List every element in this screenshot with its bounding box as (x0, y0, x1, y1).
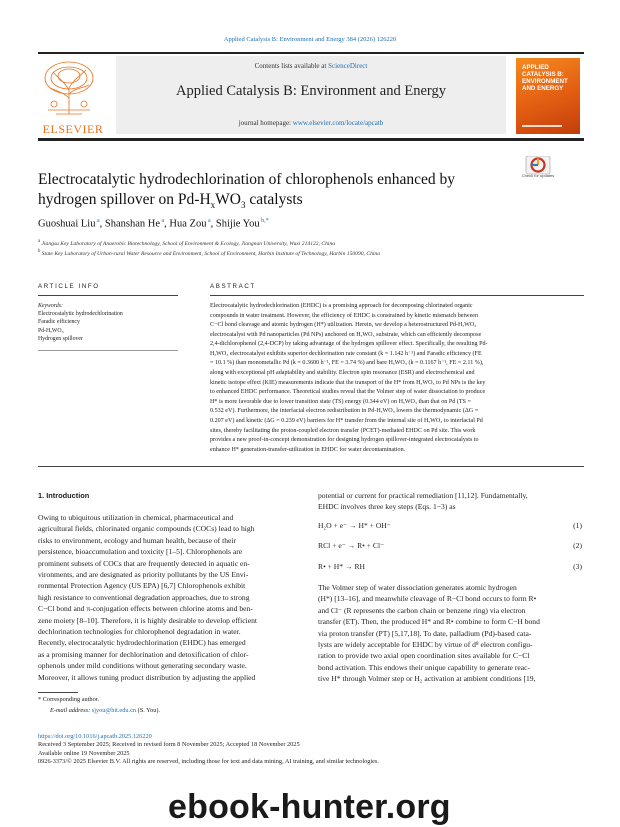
journal-title: Applied Catalysis B: Environment and Energy (176, 83, 446, 99)
body-line: via proton transfer (PT) [5,17,18]. To date, palladium (Pd)-based cata- (318, 628, 532, 638)
body-line: EHDC involves three key steps (Eqs. 1−3) as (318, 502, 456, 512)
body-line: C−Cl bond and π-conjugation effects between chlorine atoms and ben- (38, 604, 253, 614)
body-line: bond activation. This endows their unique capability to generate reac- (318, 662, 530, 672)
received-dates: Received 3 September 2025; Received in revised form 8 November 2025; Accepted 18 November 2025 (38, 741, 300, 749)
body-line: persistence, bioaccumulation and toxicity [1–5]. Chlorophenols are (38, 547, 243, 557)
title-sub-x: x (210, 199, 216, 210)
body-line: and Cl⁻ (R represents the carbon chain or benzene ring) via electron (318, 605, 526, 615)
check-for-updates-icon[interactable] (522, 156, 554, 186)
keyword-item: Pd-HₓWO₃ (38, 327, 64, 334)
email-link[interactable]: sjyou@hit.edu.cn (91, 706, 137, 714)
body-line: agricultural fields, chlorinated organic compounds (COCs) lead to high (38, 524, 255, 534)
abstract-line: to enhanced EHDC performance. Theoretical studies reveal that the Volmer step of water dissociation to produce (210, 389, 486, 396)
equation-2 (318, 541, 582, 550)
cover-decoration (522, 125, 562, 127)
journal-reference-link[interactable]: Applied Catalysis B: Environment and Energy 384 (2026) 126220 (223, 36, 397, 43)
article-title (38, 170, 498, 215)
author-name[interactable]: Hua Zou (169, 218, 207, 230)
body-line: lysts are widely acceptable for EHDC by virtue of d⁸ electron configu- (318, 640, 533, 650)
affiliation-b (38, 248, 584, 258)
equation-expr: RCl + e⁻ → R• + Cl⁻ (318, 541, 385, 550)
equation-1 (318, 521, 582, 530)
article-info-rule (38, 295, 178, 296)
body-line: ronmental Protection Agency (US EPA) [6,7] Chlorophenols exhibit (38, 581, 246, 591)
abstract-line: HₓWO₃ electrocatalyst exhibits superior dechlorination rate constant (k = 1.142 h⁻¹) and Faradic efficiency (FE (210, 350, 482, 357)
footnote (38, 695, 308, 716)
intro-left-column (38, 512, 308, 683)
keywords-box (38, 302, 178, 343)
elsevier-tree-icon (38, 58, 100, 116)
author-name[interactable]: Guoshuai Liu (38, 218, 96, 230)
abstract-line: electrocatalyst with Pd nanoparticles (Pd NPs) anchored on HₓWO₃ substrate, which can efficiently decompose (210, 331, 482, 338)
homepage-prefix: journal homepage: (238, 119, 292, 127)
footnote-rule (38, 692, 78, 693)
abstract-line: enhance H* generation-transfer-utilization in EHDC for water decontamination. (210, 446, 406, 453)
cover-title: APPLIED CATALYSIS B: ENVIRONMENT AND ENERGY (522, 64, 568, 92)
abstract-line: H* is more favorable due to lower transition state (TS) energy (0.344 eV) on HₓWO₃ than that on Pd (TS = (210, 398, 471, 405)
body-line: Owing to ubiquitous utilization in chemical, pharmaceutical and (38, 513, 234, 522)
intro-right-column-bottom (318, 582, 584, 685)
journal-homepage-link[interactable]: www.elsevier.com/locate/apcatb (292, 119, 384, 127)
author-affil-sup[interactable]: b,* (261, 218, 269, 224)
body-line: tive H* through Volmer step or H₂ activation at ambient conditions [19, (318, 674, 536, 684)
equation-number: (2) (573, 541, 582, 550)
article-title-line2-post: catalysts (245, 190, 303, 208)
body-line: ophenols under mild conditions without generating secondary waste. (38, 661, 247, 671)
header-top-rule (38, 52, 584, 54)
journal-cover-thumbnail[interactable] (516, 58, 580, 134)
equation-expr: R• + H* → RH (318, 562, 366, 571)
author-list: Guoshuai Liu $^a$, Shanshan He $^a$, Hua Zou $^a$, Shijie You $^{b,*}$ (38, 218, 269, 230)
body-line: risks to environment, ecology and human health, because of their (38, 535, 237, 545)
watermark: ebook-hunter.org (168, 788, 451, 826)
abstract-line: compounds in water treatment. However, the efficiency of EHDC is constrained by kinetic mismatch between (210, 312, 479, 319)
article-title-line2-pre: hydrogen spillover on Pd-H (38, 190, 211, 208)
body-line: ration to provide two axial open coordination sites available for C−Cl (318, 651, 530, 661)
author-affil-sup[interactable]: a (96, 218, 100, 224)
body-line: high resistance to conventional degradation approaches, due to strong (38, 592, 250, 602)
email-line (38, 706, 308, 717)
abstract-line: sites, thereby facilitating the proton-coupled electron transfer (PCET)-mediated EHDC on Pd site. This work (210, 427, 476, 434)
title-sub-3: 3 (240, 199, 246, 210)
abstract-body (210, 302, 584, 455)
body-line: The Volmer step of water dissociation generates atomic hydrogen (318, 583, 517, 592)
abstract-line: 0.532 eV). Furthermore, the interfacial electron redistribution in Pd-HₓWO₃ lowers the thermodynamic (ΔG = (210, 408, 479, 415)
corresponding-author-note: * Corresponding author. (38, 696, 100, 703)
intro-right-column-top (318, 490, 584, 513)
check-for-updates-label[interactable]: Check for updates (521, 173, 555, 178)
abstract-line: provides a new proof-in-concept demonstration for designing hydrogen spillover-integrated electrocatalysts to (210, 437, 479, 444)
affiliation-sup: a (38, 239, 41, 244)
author-name[interactable]: Shijie You (215, 218, 260, 230)
author-affil-sup[interactable]: a (161, 218, 165, 224)
keyword-item: Hydrogen spillover (38, 335, 83, 342)
affiliation-a (38, 238, 584, 248)
keyword-item: Electrocatalytic hydrodechlorination (38, 311, 123, 318)
affiliation-text: Jiangsu Key Laboratory of Anaerobic Biotechnology, School of Environment & Ecology, Jiangnan University, Wuxi 214122, China (41, 240, 336, 247)
body-line: dechlorination technologies for chlorophenol degradation in water. (38, 627, 241, 637)
abstract-heading: ABSTRACT (210, 283, 256, 290)
body-line: potential or current for practical remediation [11,12]. Fundamentally, (318, 491, 528, 500)
contents-line (116, 62, 506, 70)
equation-number: (3) (573, 562, 582, 571)
affiliation-sup: b (38, 249, 41, 255)
journal-masthead (116, 56, 506, 134)
equation-number: (1) (573, 521, 582, 530)
body-line: prominent subsets of COCs that are frequently detected in aquatic en- (38, 558, 250, 568)
affiliations (38, 238, 584, 259)
equation-expr: H₂O + e⁻ → H* + OH⁻ (318, 521, 391, 530)
body-line: Moreover, it allows tuning product distribution by adjusting the applied (38, 672, 256, 682)
keywords-label: Keywords: (38, 303, 63, 309)
article-title-line2-mid: WO (215, 190, 241, 208)
keywords-rule (38, 350, 178, 351)
affiliation-text: State Key Laboratory of Urban-rural Water Resource and Environment, School of Environment, Harbin Institute of Technology, Harbin 150090, China (41, 251, 381, 258)
article-info-heading: ARTICLE INFO (38, 283, 100, 290)
body-line: zene moiety [8–10]. Therefore, it is highly desirable to develop efficient (38, 615, 258, 625)
publication-info (38, 733, 584, 767)
abstract-line: kinetic isotope effect (KIE) measurements indicate that the transport of the H* from HₓWO₃ to Pd NPs is the key (210, 379, 486, 386)
email-suffix: (S. You). (137, 706, 161, 714)
keyword-item: Faradic efficiency (38, 319, 80, 326)
email-label: E-mail address: (50, 706, 91, 714)
doi-link[interactable]: https://doi.org/10.1016/j.apcatb.2025.126220 (38, 733, 152, 740)
abstract-line: Electrocatalytic hydrodechlorination (EHDC) is a promising approach for decomposing chlorinated organic (210, 303, 473, 309)
author-affil-sup[interactable]: a (207, 218, 211, 224)
abstract-line: C−Cl bond cleavage and atomic hydrogen (H*) utilization. Herein, we develop a heterostructured Pd-HₓWO₃ (210, 322, 477, 329)
elsevier-wordmark: ELSEVIER (42, 122, 104, 136)
contents-prefix: Contents lists available at (254, 62, 327, 70)
sciencedirect-link[interactable]: ScienceDirect (328, 62, 368, 70)
body-line: (H*) [13–16], and meanwhile cleavage of R−Cl bond occurs to form R• (318, 594, 537, 604)
abstract-rule (210, 295, 584, 296)
body-line: as a promising manner for dechlorination and detoxification of chlor- (38, 649, 249, 659)
elsevier-logo[interactable] (38, 58, 108, 134)
abstract-line: along with exceptional pH adaptability and stability. Electron spin resonance (ESR) and electrochemical and (210, 370, 475, 377)
homepage-line (116, 119, 506, 127)
equation-3 (318, 562, 582, 571)
article-title-line1: Electrocatalytic hydrodechlorination of chlorophenols enhanced by (38, 171, 456, 188)
available-online: Available online 19 November 2025 (38, 749, 130, 757)
body-line: transfer (ET). Then, the produced H* and R• combine to form C−H bond (318, 617, 540, 627)
author-name[interactable]: Shanshan He (104, 218, 160, 230)
header-bottom-rule (38, 138, 584, 141)
body-line: vironments, and are designated as priority pollutants by the US Envi- (38, 570, 249, 580)
copyright-notice: 0926-3373/© 2025 Elsevier B.V. All rights are reserved, including those for text and data mining, AI training, and similar technologies. (38, 758, 379, 766)
introduction-heading: 1. Introduction (38, 491, 90, 500)
abstract-line: 2,4-dichlorophenol (2,4-DCP) by taking advantage of the hydrogen spillover effect. Specifically, the resulting Pd- (210, 341, 488, 348)
abstract-bottom-rule (38, 466, 584, 467)
body-line: Recently, electrocatalytic hydrodechlorination (EHDC) has emerged (38, 638, 246, 648)
abstract-line: = 10.1 %) than monometallic Pd (k = 0.3600 h⁻¹, FE = 3.74 %) and bare HₓWO₃ (k = 0.1167 h⁻¹, FE = 2.11 %), (210, 360, 484, 367)
abstract-line: 0.207 eV) and kinetic (ΔG = 0.239 eV) barriers for H* transfer from the internal site of HₓWO₃ to interfacial Pd (210, 417, 483, 424)
